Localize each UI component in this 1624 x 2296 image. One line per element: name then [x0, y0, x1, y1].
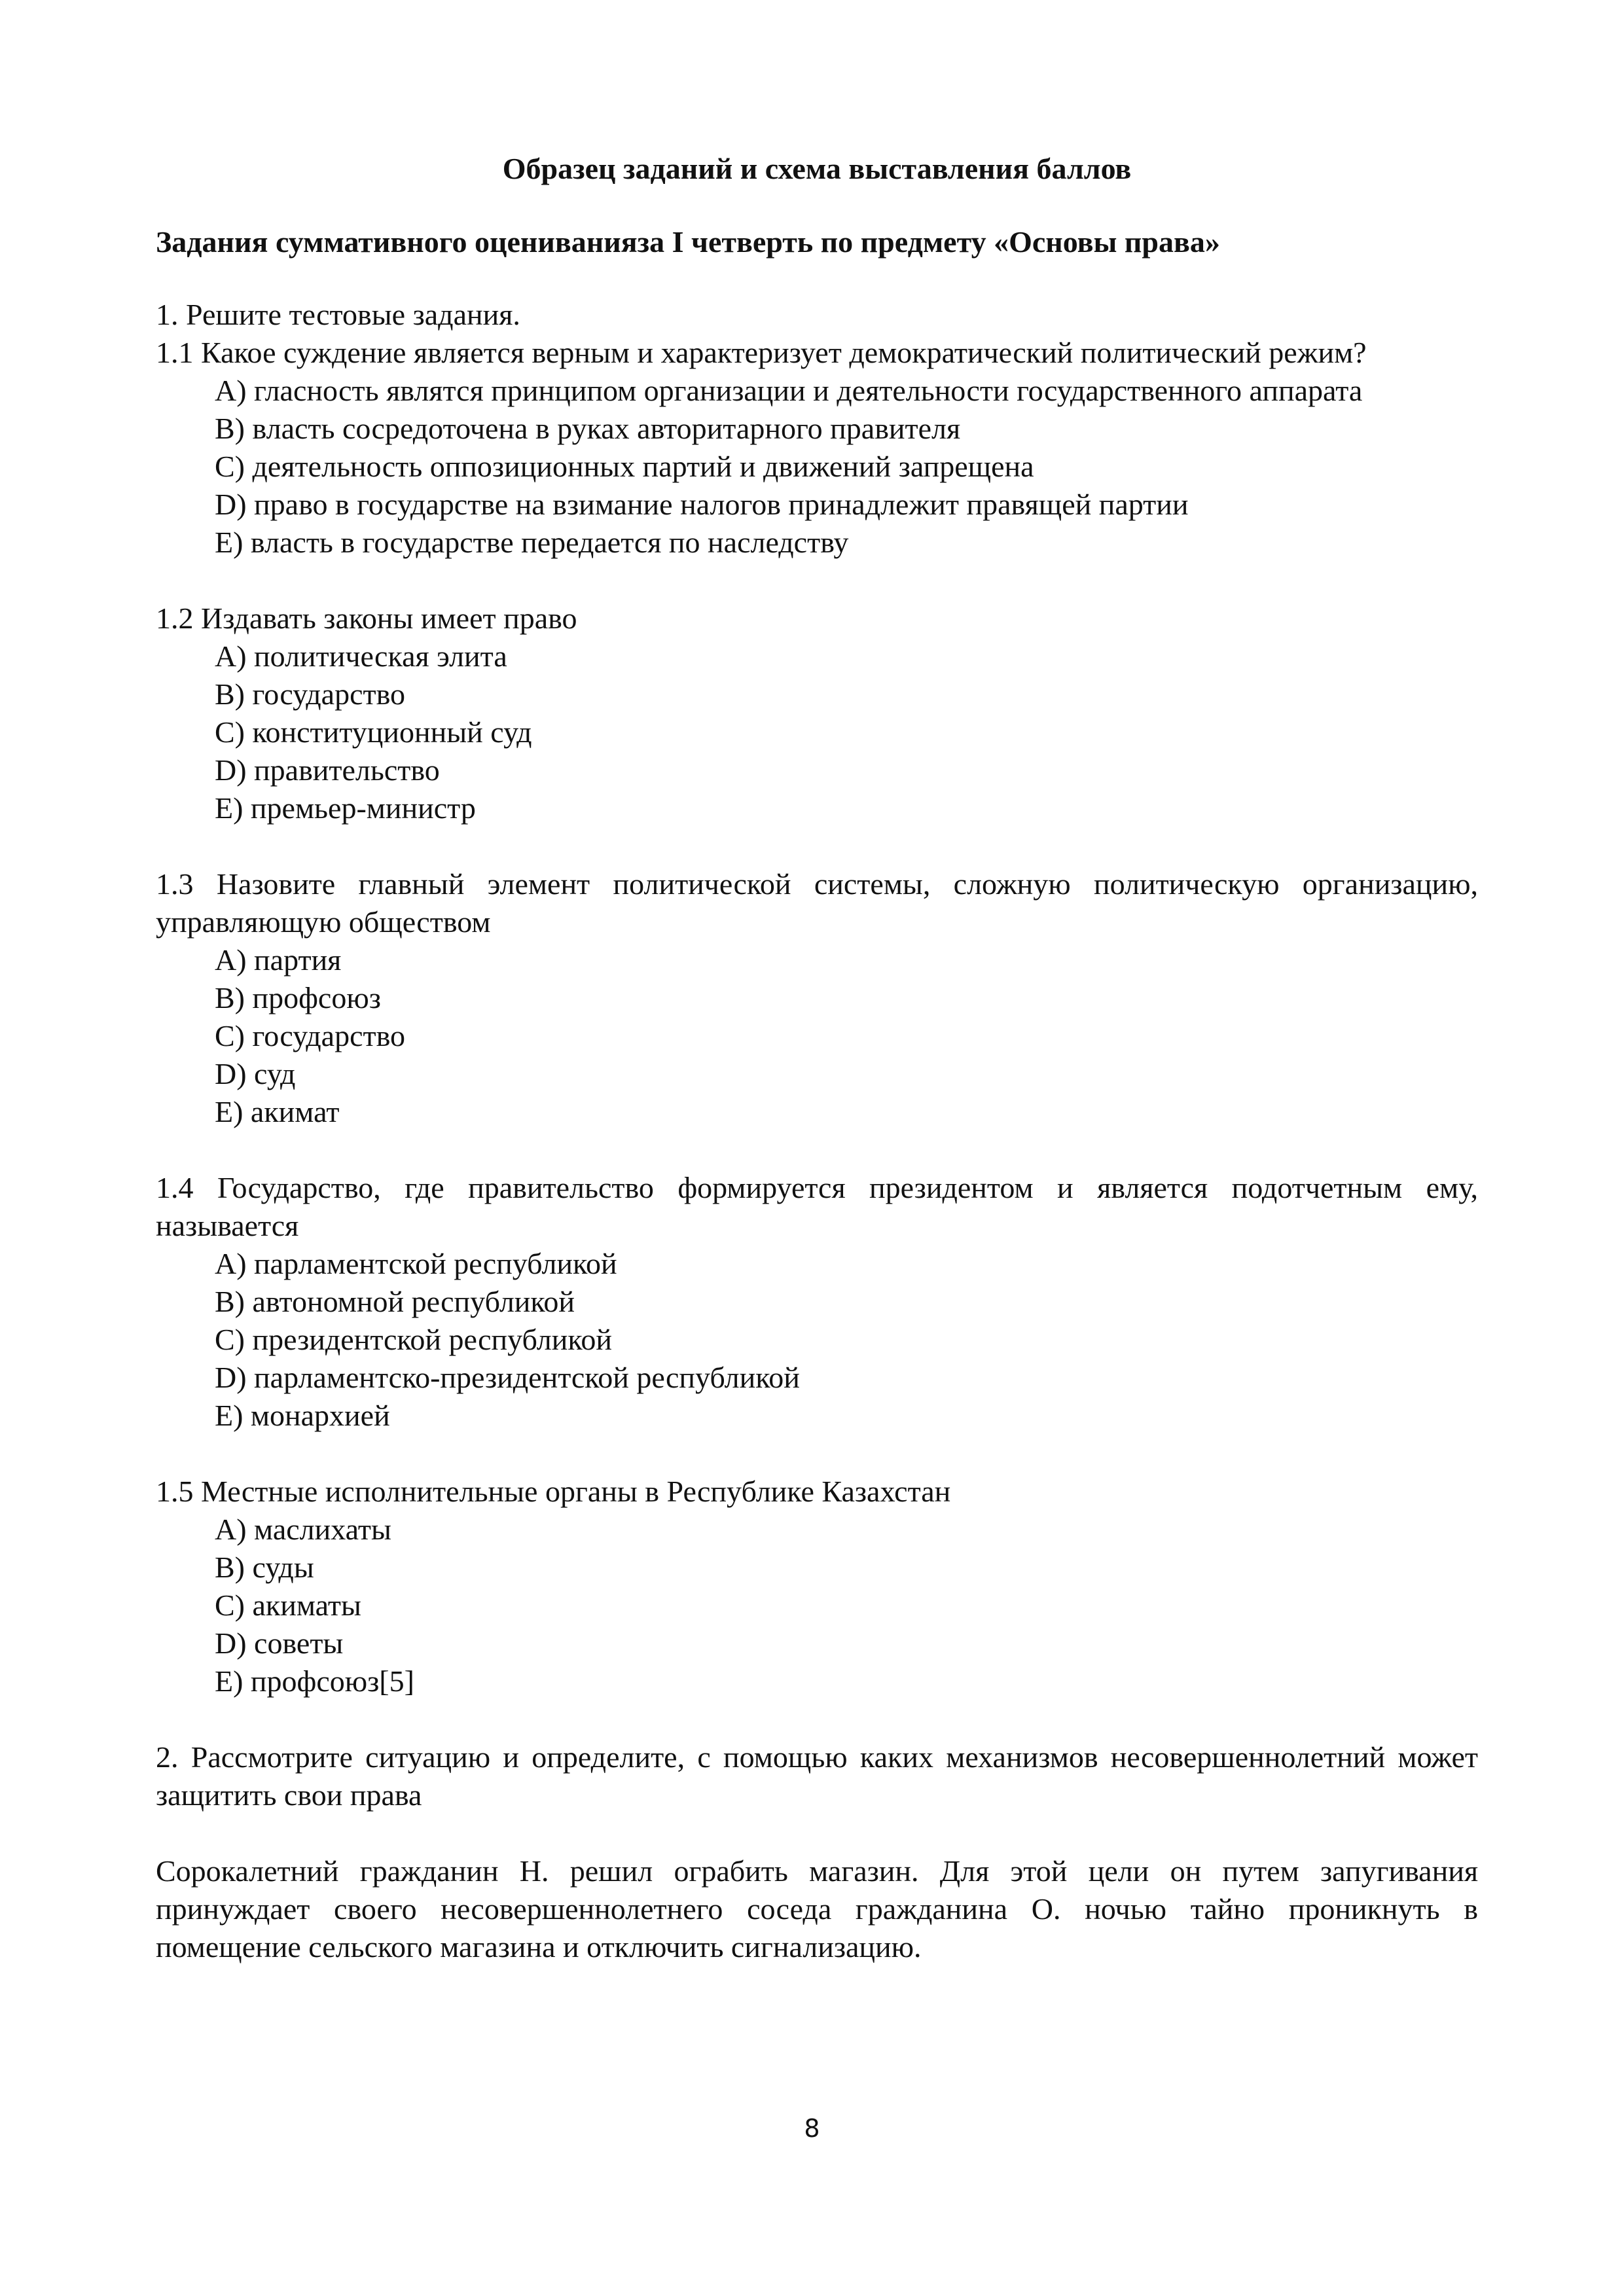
option-e: E) монархией — [215, 1399, 390, 1432]
option-b: B) профсоюз — [215, 981, 381, 1014]
question-text: 1.4 Государство, где правительство формируется президентом и является подотчетным ему, называется — [156, 1171, 1478, 1242]
option-b: B) государство — [215, 677, 406, 711]
page-number: 8 — [804, 2114, 820, 2143]
option-c: C) акиматы — [215, 1588, 361, 1622]
option-b: B) власть сосредоточена в руках авторитарного правителя — [215, 412, 961, 445]
option-a: A) партия — [215, 943, 342, 977]
answer-options — [156, 372, 1478, 562]
option-b: B) автономной республикой — [215, 1285, 575, 1318]
question-text: 1.3 Назовите главный элемент политической системы, сложную политическую организацию, управляющую обществом — [156, 867, 1478, 939]
page-content — [156, 149, 1478, 1966]
question-1-2 — [156, 600, 1478, 827]
option-c: C) деятельность оппозиционных партий и движений запрещена — [215, 450, 1034, 483]
question-text: 1.2 Издавать законы имеет право — [156, 601, 577, 635]
question-text: 1.5 Местные исполнительные органы в Республике Казахстан — [156, 1475, 951, 1508]
option-d: D) советы — [215, 1626, 344, 1660]
document-subtitle: Задания суммативного оцениванияза I четверть по предмету «Основы права» — [156, 225, 1220, 259]
option-e: E) власть в государстве передается по наследству — [215, 526, 849, 559]
question-1-3 — [156, 865, 1478, 1131]
option-b: B) суды — [215, 1551, 314, 1584]
answer-options — [156, 941, 1478, 1131]
option-a: A) гласность являтся принципом организации и деятельности государственного аппарата — [215, 374, 1363, 407]
option-d: D) правительство — [215, 753, 440, 787]
option-c: C) конституционный суд — [215, 715, 532, 749]
answer-options — [156, 1245, 1478, 1435]
question-1-1 — [156, 334, 1478, 562]
option-d: D) парламентско-президентской республикой — [215, 1361, 800, 1394]
option-a: A) маслихаты — [215, 1513, 391, 1546]
task-1-intro: 1. Решите тестовые задания. — [156, 298, 520, 331]
option-c: C) государство — [215, 1019, 406, 1052]
situation-text: Сорокалетний гражданин Н. решил ограбить магазин. Для этой цели он путем запугивания принуждает своего несовершеннолетнего соседа гражданина О. ночью тайно проникнуть в помещение сельского магазина и отключить сигнализацию. — [156, 1854, 1478, 1964]
option-d: D) право в государстве на взимание налогов принадлежит правящей партии — [215, 488, 1189, 521]
option-d: D) суд — [215, 1057, 296, 1090]
question-text: 1.1 Какое суждение является верным и характеризует демократический политический режим? — [156, 336, 1367, 369]
document-title: Образец заданий и схема выставления баллов — [502, 152, 1132, 185]
option-e: E) профсоюз[5] — [215, 1664, 414, 1698]
question-1-4 — [156, 1169, 1478, 1435]
option-a: A) парламентской республикой — [215, 1247, 617, 1280]
option-a: A) политическая элита — [215, 639, 507, 673]
option-e: E) премьер-министр — [215, 791, 476, 825]
task-2-text: 2. Рассмотрите ситуацию и определите, с помощью каких механизмов несовершеннолетний может защитить свои права — [156, 1740, 1478, 1812]
option-e: E) акимат — [215, 1095, 340, 1128]
answer-options — [156, 1511, 1478, 1700]
answer-options — [156, 637, 1478, 827]
question-1-5 — [156, 1473, 1478, 1700]
option-c: C) президентской республикой — [215, 1323, 612, 1356]
